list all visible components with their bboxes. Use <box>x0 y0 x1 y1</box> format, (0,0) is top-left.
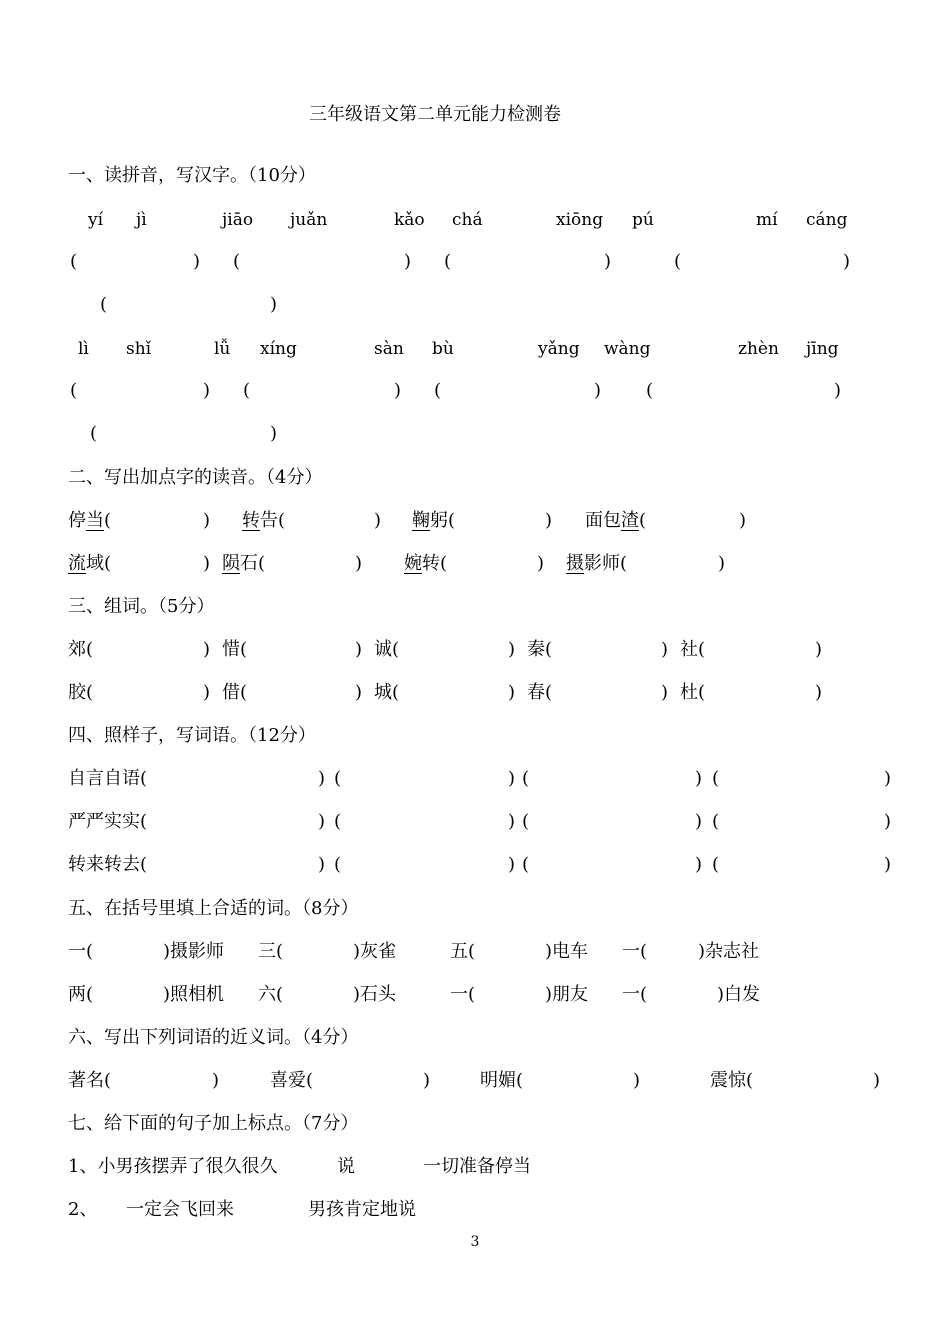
answer-blank-close: ) <box>834 380 842 401</box>
answer-blank-close: ) <box>545 510 553 531</box>
answer-blank-close: ) <box>423 1070 431 1091</box>
answer-blank-close: ) <box>355 639 363 660</box>
pinyin: bù <box>432 339 454 359</box>
answer-blank-open[interactable]: ( <box>674 251 682 272</box>
pattern-word[interactable]: 严严实实( <box>68 811 148 832</box>
pinyin: pú <box>632 210 654 230</box>
answer-row <box>0 379 950 403</box>
section-2-heading: 二、写出加点字的读音。（4分） <box>68 467 323 488</box>
reading-item: 面包渣( <box>585 510 647 531</box>
measure-blank-open[interactable]: 一( <box>622 941 648 962</box>
answer-blank-open[interactable]: ( <box>522 768 530 789</box>
answer-blank-open[interactable]: ( <box>243 380 251 401</box>
answer-blank-close: ) <box>508 682 516 703</box>
measure-word-row-1 <box>0 940 950 964</box>
measure-blank-open[interactable]: 三( <box>258 941 284 962</box>
pinyin: sàn <box>374 339 404 359</box>
pinyin: lǚ <box>214 339 231 359</box>
measure-blank-open[interactable]: 一( <box>450 984 476 1005</box>
page-title: 三年级语文第二单元能力检测卷 <box>309 104 561 125</box>
answer-blank-open[interactable]: ( <box>712 768 720 789</box>
word-group-row-2 <box>0 681 950 705</box>
word-group-row-1 <box>0 638 950 662</box>
section-1-heading: 一、读拼音，写汉字。（10分） <box>68 165 316 186</box>
page-number: 3 <box>470 1234 480 1250</box>
answer-blank-close: ) <box>404 251 412 272</box>
answer-blank-close: ) <box>815 639 823 660</box>
pinyin: xíng <box>260 339 297 359</box>
answer-blank-close: ) <box>508 768 516 789</box>
answer-blank-close: ) <box>270 294 278 315</box>
pinyin: jiāo <box>222 210 254 230</box>
dotted-char: 鞠 <box>412 510 430 531</box>
synonym-row <box>0 1069 950 1093</box>
reading-item: 陨石( <box>222 553 266 574</box>
answer-blank-close: ) <box>594 380 602 401</box>
answer-row <box>0 422 950 446</box>
measure-word-row-2 <box>0 983 950 1007</box>
sentence-fragment: 一定会飞回来 <box>126 1199 234 1220</box>
answer-blank-close: ) <box>270 423 278 444</box>
reading-row-1 <box>0 509 950 533</box>
answer-blank-close: ) <box>695 768 703 789</box>
answer-blank-close: ) <box>661 682 669 703</box>
sentence-fragment: 2、 <box>68 1199 98 1220</box>
word-group-item[interactable]: 春( <box>527 682 553 703</box>
answer-blank-open[interactable]: ( <box>522 811 530 832</box>
sentence-fragment: 一切准备停当 <box>423 1156 531 1177</box>
measure-blank-open[interactable]: 一( <box>622 984 648 1005</box>
sentence-fragment: 男孩肯定地说 <box>308 1199 416 1220</box>
section-4-heading: 四、照样子，写词语。（12分） <box>68 725 316 746</box>
answer-blank-close: ) <box>718 553 726 574</box>
answer-blank-open[interactable]: ( <box>100 294 108 315</box>
dotted-char: 渣 <box>621 510 639 531</box>
answer-blank-close: ) <box>695 854 703 875</box>
word-group-item[interactable]: 社( <box>680 639 706 660</box>
pinyin: mí <box>756 210 778 230</box>
answer-blank-close: ) <box>203 380 211 401</box>
dotted-char: 摄 <box>566 553 584 574</box>
answer-blank-close: ) <box>884 854 892 875</box>
dotted-char: 转 <box>242 510 260 531</box>
answer-blank-open[interactable]: ( <box>70 380 78 401</box>
reading-item: 婉转( <box>404 553 448 574</box>
answer-blank-open[interactable]: ( <box>434 380 442 401</box>
pinyin: cáng <box>806 210 848 230</box>
measure-noun: )白发 <box>717 984 761 1005</box>
pinyin: yǎng <box>538 339 580 359</box>
answer-blank-open[interactable]: ( <box>712 854 720 875</box>
answer-blank-close: ) <box>661 639 669 660</box>
measure-noun: )石头 <box>353 984 397 1005</box>
measure-noun: )电车 <box>545 941 589 962</box>
pinyin: zhèn <box>738 339 779 359</box>
pinyin: jì <box>136 210 147 230</box>
reading-item: 转告( <box>242 510 286 531</box>
word-group-item[interactable]: 惜( <box>222 639 248 660</box>
answer-blank-close: ) <box>843 251 851 272</box>
dotted-char: 当 <box>86 510 104 531</box>
answer-blank-close: ) <box>203 510 211 531</box>
measure-noun: )朋友 <box>545 984 589 1005</box>
answer-blank-close: ) <box>355 682 363 703</box>
pattern-word[interactable]: 转来转去( <box>68 854 148 875</box>
answer-blank-close: ) <box>695 811 703 832</box>
answer-blank-close: ) <box>508 639 516 660</box>
answer-row <box>0 250 950 274</box>
synonym-item[interactable]: 喜爱( <box>270 1070 314 1091</box>
measure-noun: )照相机 <box>163 984 225 1005</box>
answer-blank-close: ) <box>374 510 382 531</box>
synonym-item[interactable]: 震惊( <box>710 1070 754 1091</box>
pattern-row-1 <box>0 767 950 791</box>
answer-blank-open[interactable]: ( <box>233 251 241 272</box>
answer-blank-open[interactable]: ( <box>334 811 342 832</box>
reading-item: 摄影师( <box>566 553 628 574</box>
measure-noun: )杂志社 <box>698 941 760 962</box>
answer-blank-open[interactable]: ( <box>522 854 530 875</box>
answer-blank-close: ) <box>508 811 516 832</box>
synonym-item[interactable]: 著名( <box>68 1070 112 1091</box>
answer-blank-close: ) <box>355 553 363 574</box>
answer-blank-open[interactable]: ( <box>334 854 342 875</box>
word-group-item[interactable]: 杜( <box>680 682 706 703</box>
answer-blank-close: ) <box>394 380 402 401</box>
pinyin: jīng <box>806 339 839 359</box>
pattern-row-3 <box>0 853 950 877</box>
dotted-char: 陨 <box>222 553 240 574</box>
answer-blank-close: ) <box>884 768 892 789</box>
answer-blank-close: ) <box>203 682 211 703</box>
word-group-item[interactable]: 借( <box>222 682 248 703</box>
answer-blank-close: ) <box>884 811 892 832</box>
reading-row-2 <box>0 552 950 576</box>
answer-blank-close: ) <box>203 553 211 574</box>
measure-noun: )摄影师 <box>163 941 225 962</box>
section-3-heading: 三、组词。（5分） <box>68 596 215 617</box>
answer-blank-open[interactable]: ( <box>712 811 720 832</box>
word-group-item[interactable]: 城( <box>374 682 400 703</box>
reading-item: 流域( <box>68 553 112 574</box>
word-group-item[interactable]: 秦( <box>527 639 553 660</box>
pinyin: yí <box>88 210 104 230</box>
answer-blank-close: ) <box>633 1070 641 1091</box>
word-group-item[interactable]: 诚( <box>374 639 400 660</box>
pinyin: xiōng <box>556 210 604 230</box>
answer-blank-open[interactable]: ( <box>444 251 452 272</box>
pinyin: chá <box>452 210 483 230</box>
section-7-heading: 七、给下面的句子加上标点。（7分） <box>68 1113 359 1134</box>
answer-blank-close: ) <box>604 251 612 272</box>
answer-blank-close: ) <box>815 682 823 703</box>
section-6-heading: 六、写出下列词语的近义词。（4分） <box>68 1027 359 1048</box>
word-group-item[interactable]: 胶( <box>68 682 94 703</box>
pinyin: lì <box>78 339 89 359</box>
dotted-char: 流 <box>68 553 86 574</box>
answer-blank-close: ) <box>193 251 201 272</box>
sentence-fragment: 1、小男孩摆弄了很久很久 <box>68 1156 278 1177</box>
answer-blank-close: ) <box>873 1070 881 1091</box>
pattern-row-2 <box>0 810 950 834</box>
punctuation-sentence-2 <box>0 1198 950 1222</box>
measure-blank-open[interactable]: 一( <box>68 941 94 962</box>
answer-blank-open[interactable]: ( <box>70 251 78 272</box>
section-5-heading: 五、在括号里填上合适的词。（8分） <box>68 898 359 919</box>
pinyin: juǎn <box>290 210 328 230</box>
pinyin: kǎo <box>394 210 425 230</box>
pattern-word[interactable]: 自言自语( <box>68 768 148 789</box>
answer-blank-close: ) <box>318 854 326 875</box>
measure-blank-open[interactable]: 五( <box>450 941 476 962</box>
sentence-fragment: 说 <box>337 1156 355 1177</box>
answer-blank-open[interactable]: ( <box>334 768 342 789</box>
measure-blank-open[interactable]: 两( <box>68 984 94 1005</box>
answer-blank-close: ) <box>537 553 545 574</box>
punctuation-sentence-1 <box>0 1155 950 1179</box>
dotted-char: 婉 <box>404 553 422 574</box>
answer-row <box>0 293 950 317</box>
answer-blank-close: ) <box>212 1070 220 1091</box>
answer-blank-close: ) <box>203 639 211 660</box>
answer-blank-close: ) <box>739 510 747 531</box>
answer-blank-close: ) <box>318 811 326 832</box>
pinyin: wàng <box>604 339 651 359</box>
answer-blank-close: ) <box>508 854 516 875</box>
answer-blank-open[interactable]: ( <box>90 423 98 444</box>
word-group-item[interactable]: 郊( <box>68 639 94 660</box>
measure-blank-open[interactable]: 六( <box>258 984 284 1005</box>
synonym-item[interactable]: 明媚( <box>480 1070 524 1091</box>
measure-noun: )灰雀 <box>353 941 397 962</box>
answer-blank-open[interactable]: ( <box>646 380 654 401</box>
answer-blank-close: ) <box>318 768 326 789</box>
reading-item: 停当( <box>68 510 112 531</box>
pinyin: shǐ <box>126 339 152 359</box>
reading-item: 鞠躬( <box>412 510 456 531</box>
